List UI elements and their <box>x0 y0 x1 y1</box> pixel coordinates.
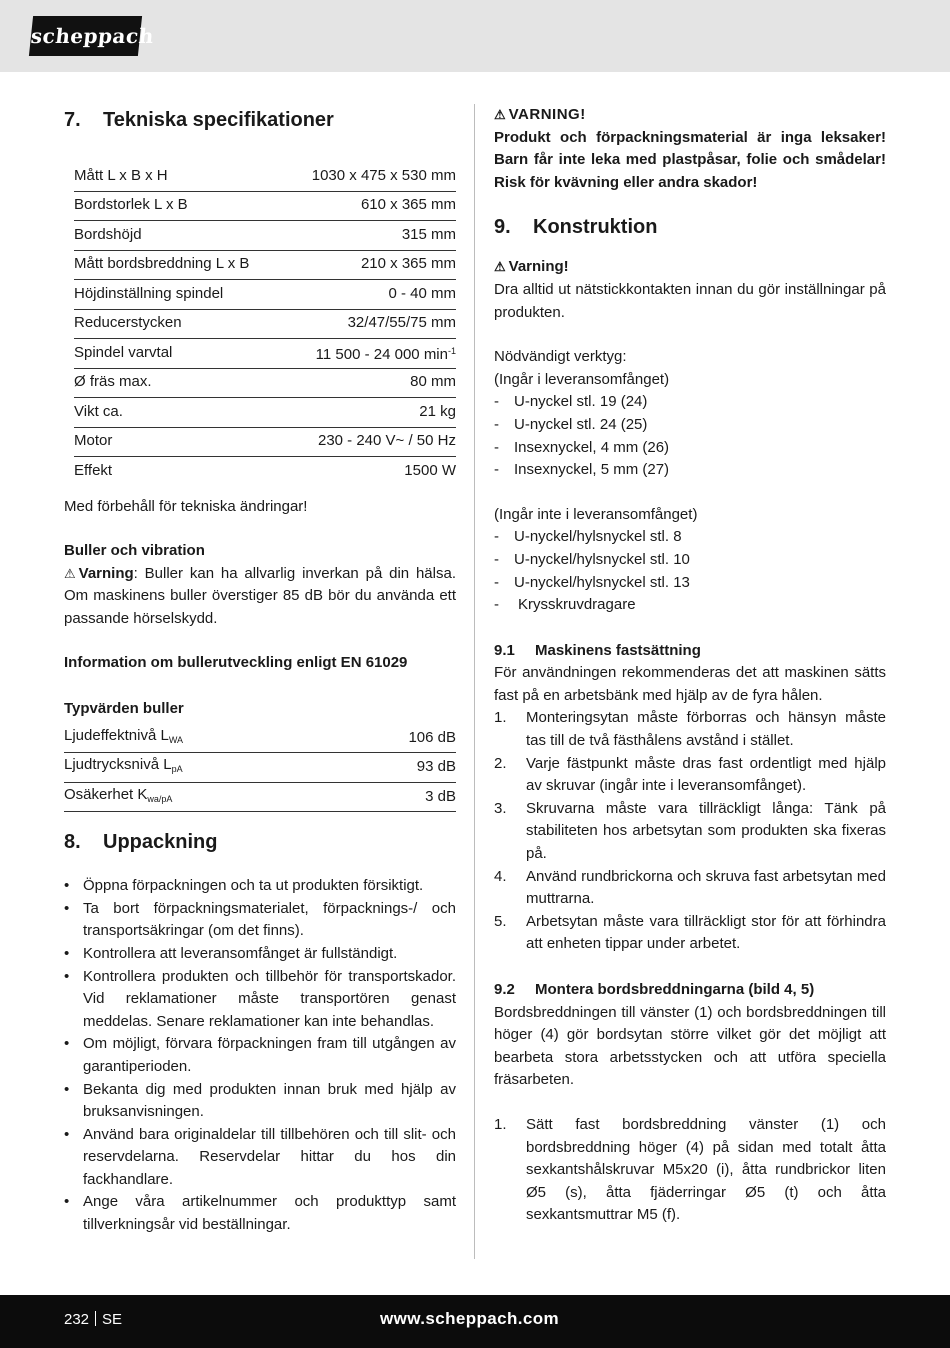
section-title: Konstruktion <box>533 216 658 239</box>
typ-heading: Typvärden buller <box>64 700 184 718</box>
noise-value: 106 dB <box>408 728 456 746</box>
list-item: • Kontrollera att leveransomfånget är fullständigt. <box>64 944 398 962</box>
list-item: 4. Använd rundbrickorna och skruva fast arbetsytan med muttrarna. <box>494 867 886 908</box>
list-item: - Insexnyckel, 4 mm (26) <box>494 438 670 456</box>
section-9-1-heading: 9.1 Maskinens fastsättning <box>494 641 701 659</box>
spec-label: Mått L x B x H <box>74 166 168 184</box>
spec-label: Bordstorlek L x B <box>74 196 188 214</box>
section-title: Tekniska specifikationer <box>103 109 334 131</box>
warning2-title: ⚠ Varning! <box>494 256 886 279</box>
list-item: • Bekanta dig med produkten innan bruk med hjälp av bruksanvisningen. <box>64 1080 456 1121</box>
spec-label: Ø fräs max. <box>74 373 152 391</box>
warning-triangle-icon: ⚠ <box>64 565 76 581</box>
spec-row <box>74 369 456 399</box>
spec-row <box>74 457 456 487</box>
spec-value: 230 - 240 V~ / 50 Hz <box>317 432 456 450</box>
spec-value: 315 mm <box>401 225 456 243</box>
spec-row <box>74 310 456 340</box>
spec-value: 21 kg <box>419 402 456 420</box>
noise-value: 3 dB <box>425 787 456 805</box>
list-item: • Ta bort förpackningsmaterialet, förpacknings-/ och transportsäkringar (om det finns). <box>64 899 456 940</box>
noise-row <box>64 724 456 754</box>
tools-heading: Nödvändigt verktyg: <box>494 348 627 366</box>
section-number: 7. <box>64 109 81 131</box>
spec-label: Effekt <box>74 462 113 480</box>
tools-included-label: (Ingår i leveransomfånget) <box>494 370 670 388</box>
section-9-2-intro: Bordsbreddningen till vänster (1) och bordsbreddningen till höger (4) gör bordsytan större vilket gör det möjligt att bearbeta stora arbetsstycken och att utföra speciella fräsarbeten. <box>494 1003 886 1089</box>
spec-value: 80 mm <box>410 373 456 391</box>
list-item: - U-nyckel/hylsnyckel stl. 13 <box>494 573 690 591</box>
spec-row <box>74 280 456 310</box>
list-item: 3. Skruvarna måste vara tillräckligt långa: Tänk på stabiliteten hos arbetsytan som produkten ska fixeras på. <box>494 799 886 863</box>
spec-label: Bordshöjd <box>74 225 142 243</box>
tools-excluded-label: (Ingår inte i leveransomfånget) <box>494 505 698 523</box>
list-item: 1. Sätt fast bordsbreddning vänster (1) och bordsbreddning höger (4) på sidan med totalt åtta sexkantshålskruvar M5x20 (i), åtta rundbrickor liten Ø5 (s), åtta fjäderringar Ø5 (t) och åtta sexkantsmuttrar M5 (f). <box>494 1115 886 1224</box>
section-9-heading <box>494 214 886 240</box>
noise-row <box>64 783 456 813</box>
warning2-text: Dra alltid ut nätstickkontakten innan du gör inställningar på produkten. <box>494 280 886 321</box>
list-item: • Om möjligt, förvara förpackningen fram till utgången av garantiperioden. <box>64 1035 456 1075</box>
footer-bar <box>0 1295 950 1348</box>
list-item: 1. Monteringsytan måste förborras och hänsyn måste tas till de två fästhålens avstånd i stället. <box>494 709 886 750</box>
spec-label: Vikt ca. <box>74 402 123 420</box>
noise-row <box>64 753 456 783</box>
noise-warning: ⚠ Varning: Buller kan ha allvarlig inverkan på din hälsa. Om maskinens buller överstiger 85 dB bör du använda ett passande hörselskydd. <box>64 564 456 627</box>
warning-triangle-icon: ⚠ <box>494 259 506 275</box>
spec-row <box>74 192 456 222</box>
spec-value: 610 x 365 mm <box>360 196 456 214</box>
tools-excluded-list <box>494 526 886 616</box>
spec-row <box>74 339 456 369</box>
spec-value: 1030 x 475 x 530 mm <box>311 166 456 184</box>
list-item: - U-nyckel/hylsnyckel stl. 8 <box>494 528 682 546</box>
noise-table <box>64 724 456 813</box>
section-7-heading <box>64 107 456 133</box>
spec-label: Mått bordsbreddning L x B <box>74 255 250 273</box>
list-item: • Använd bara originaldelar till tillbehören och till slit- och reservdelarna. Reservdelar hittar du hos din fackhandlare. <box>64 1125 456 1188</box>
spec-table <box>74 162 456 487</box>
spec-value: 210 x 365 mm <box>360 255 456 273</box>
tools-included-list <box>494 391 886 481</box>
warning-text: Produkt och förpackningsmaterial är inga leksaker! Barn får inte leka med plastpåsar, folie och smådelar! Risk för kvävning eller andra skador! <box>494 128 886 191</box>
spec-value: 1500 W <box>404 462 456 480</box>
noise-label: Ljudtrycksnivå $L_{pA}$ <box>64 756 183 775</box>
noise-label: Osäkerhet $K_{wa/pA}$ <box>64 785 173 804</box>
list-item: • Ange våra artikelnummer och produkttyp samt tillverkningsår vid beställningar. <box>64 1193 456 1234</box>
section-9-1-intro: För användningen rekommenderas det att maskinen sätts fast på en arbetsbänk med hjälp av de fyra hålen. <box>494 664 886 704</box>
spec-label: Höjdinställning spindel <box>74 284 224 302</box>
noise-label: Ljudeffektnivå $L_{WA}$ <box>64 726 183 745</box>
section-8-heading <box>64 829 456 855</box>
section-9-1-steps <box>494 707 886 956</box>
noise-heading: Buller och vibration <box>64 542 205 560</box>
list-item: - U-nyckel/hylsnyckel stl. 10 <box>494 550 690 568</box>
list-item: - Insexnyckel, 5 mm (27) <box>494 461 670 479</box>
left-column <box>64 104 456 1237</box>
spec-row <box>74 162 456 192</box>
unpacking-list <box>64 875 456 1237</box>
list-item: • Öppna förpackningen och ta ut produkten försiktigt. <box>64 877 424 895</box>
section-number: 8. <box>64 831 81 854</box>
column-divider <box>474 104 475 1259</box>
section-number: 9. <box>494 216 511 239</box>
spec-label: Spindel varvtal <box>74 343 173 361</box>
spec-value: 11 500 - 24 000 $\min^{-1}$ <box>315 345 456 363</box>
noise-value: 93 dB <box>416 758 456 776</box>
section-9-2-heading: 9.2 Montera bordsbreddningarna (bild 4, 5) <box>494 981 815 998</box>
spec-row <box>74 398 456 428</box>
spec-label: Motor <box>74 432 113 450</box>
list-item: - U-nyckel stl. 24 (25) <box>494 415 648 433</box>
warning-triangle-icon: ⚠ <box>494 107 506 122</box>
spec-row <box>74 428 456 458</box>
reservation-note: Med förbehåll för tekniska ändringar! <box>64 497 308 515</box>
list-item: - Krysskruvdragare <box>494 596 636 614</box>
page-number: 232 SE <box>64 1311 123 1328</box>
spec-row <box>74 221 456 251</box>
spec-value: 0 - 40 mm <box>388 284 456 302</box>
list-item: 2. Varje fästpunkt måste dras fast ordentligt med hjälp av skruvar (ingår inte i leveransomfånget). <box>494 754 886 795</box>
list-item: - U-nyckel stl. 19 (24) <box>494 393 648 411</box>
brand-logo: scheppach <box>29 16 142 56</box>
spec-row <box>74 251 456 281</box>
spec-value: 32/47/55/75 mm <box>347 314 456 332</box>
right-column <box>494 104 886 1227</box>
list-item: • Kontrollera produkten och tillbehör för transportskador. Vid reklamationer måste transportören genast meddelas. Senare reklamationer kan inte behandlas. <box>64 967 456 1030</box>
info-heading: Information om bullerutveckling enligt EN 61029 <box>64 654 408 672</box>
list-item: 5. Arbetsytan måste vara tillräckligt stor för att förhindra att enheten tippar under arbetet. <box>494 912 886 953</box>
header-bar <box>0 0 950 72</box>
spec-label: Reducerstycken <box>74 314 182 332</box>
website-url: www.scheppach.com <box>380 1309 560 1328</box>
section-9-2-steps <box>494 1114 886 1227</box>
warning-title: ⚠ VARNING! <box>494 104 886 127</box>
section-title: Uppackning <box>103 831 218 854</box>
